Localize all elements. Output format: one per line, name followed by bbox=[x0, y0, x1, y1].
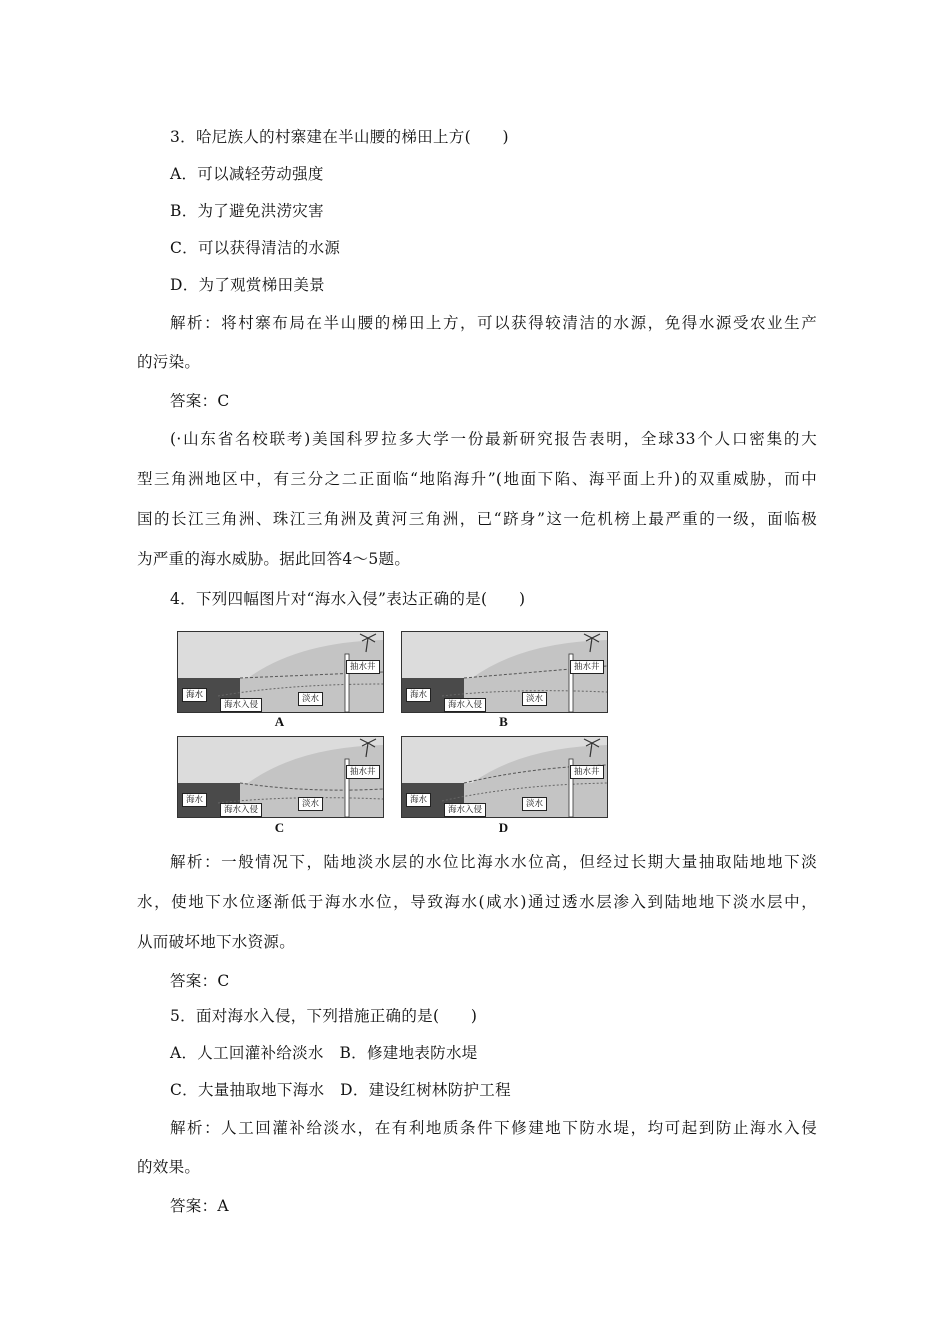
panel-c-intrusion-label: 海水入侵 bbox=[220, 803, 262, 817]
passage-line2: 型三角洲地区中，有三分之二正面临“地陷海升”(地面下陷、海平面上升)的双重威胁，而中 bbox=[137, 470, 817, 488]
panel-c-sea-label: 海水 bbox=[182, 793, 207, 807]
q4-stem: 4．下列四幅图片对“海水入侵”表达正确的是( ) bbox=[170, 590, 526, 608]
panel-d-letter: D bbox=[498, 820, 509, 835]
q5-stem: 5．面对海水入侵，下列措施正确的是( ) bbox=[170, 1007, 478, 1025]
panel-b-letter: B bbox=[499, 714, 508, 729]
passage-line4: 为严重的海水威胁。据此回答4～5题。 bbox=[137, 550, 411, 568]
q5-analysis-line1: 解析：人工回灌补给淡水，在有利地质条件下修建地下防水堤，均可起到防止海水入侵 bbox=[170, 1119, 817, 1137]
panel-a-intrusion-label: 海水入侵 bbox=[220, 698, 262, 712]
q5-options-row1: A．人工回灌补给淡水 B．修建地表防水堤 bbox=[170, 1044, 478, 1062]
figure-panel-b bbox=[401, 631, 608, 713]
panel-d-well-label: 抽水井 bbox=[570, 765, 604, 779]
q4-analysis-line3: 从而破坏地下水资源。 bbox=[137, 933, 296, 951]
panel-b-fresh-label: 淡水 bbox=[522, 692, 547, 706]
q5-analysis-line2: 的效果。 bbox=[137, 1158, 201, 1176]
panel-b-intrusion-label: 海水入侵 bbox=[444, 698, 486, 712]
q5-answer: 答案：A bbox=[170, 1197, 229, 1215]
figure-panel-c bbox=[177, 736, 384, 818]
panel-b-sea-label: 海水 bbox=[406, 688, 431, 702]
panel-a-fresh-label: 淡水 bbox=[298, 692, 323, 706]
panel-b-well-label: 抽水井 bbox=[570, 660, 604, 674]
q3-answer: 答案：C bbox=[170, 392, 230, 410]
panel-d-intrusion-label: 海水入侵 bbox=[444, 803, 486, 817]
panel-a-well-label: 抽水井 bbox=[346, 660, 380, 674]
passage-line1: (·山东省名校联考)美国科罗拉多大学一份最新研究报告表明，全球33个人口密集的大 bbox=[170, 430, 817, 448]
q4-answer: 答案：C bbox=[170, 972, 230, 990]
q3-option-a: A．可以减轻劳动强度 bbox=[170, 165, 324, 183]
panel-c-letter: C bbox=[274, 820, 285, 835]
q3-option-d: D．为了观赏梯田美景 bbox=[170, 276, 325, 294]
q4-analysis-line1: 解析：一般情况下，陆地淡水层的水位比海水水位高，但经过长期大量抽取陆地地下淡 bbox=[170, 853, 817, 871]
panel-d-fresh-label: 淡水 bbox=[522, 797, 547, 811]
q3-option-b: B．为了避免洪涝灾害 bbox=[170, 202, 324, 220]
q3-analysis-line1: 解析：将村寨布局在半山腰的梯田上方，可以获得较清洁的水源，免得水源受农业生产 bbox=[170, 314, 817, 332]
q5-options-row2: C．大量抽取地下海水 D．建设红树林防护工程 bbox=[170, 1081, 511, 1099]
panel-a-sea-label: 海水 bbox=[182, 688, 207, 702]
panel-c-well-label: 抽水井 bbox=[346, 765, 380, 779]
figure-panel-a bbox=[177, 631, 384, 713]
panel-a-letter: A bbox=[274, 714, 285, 729]
panel-d-sea-label: 海水 bbox=[406, 793, 431, 807]
seawater-intrusion-figure bbox=[172, 628, 612, 842]
passage-line3: 国的长江三角洲、珠江三角洲及黄河三角洲，已“跻身”这一危机榜上最严重的一级，面临极 bbox=[137, 510, 817, 528]
q3-option-c: C．可以获得清洁的水源 bbox=[170, 239, 341, 257]
q3-analysis-line2: 的污染。 bbox=[137, 353, 201, 371]
figure-panel-d bbox=[401, 736, 608, 818]
q4-analysis-line2: 水，使地下水位逐渐低于海水水位，导致海水(咸水)通过透水层渗入到陆地地下淡水层中， bbox=[137, 893, 817, 911]
panel-c-fresh-label: 淡水 bbox=[298, 797, 323, 811]
q3-stem: 3．哈尼族人的村寨建在半山腰的梯田上方( ) bbox=[170, 128, 509, 146]
